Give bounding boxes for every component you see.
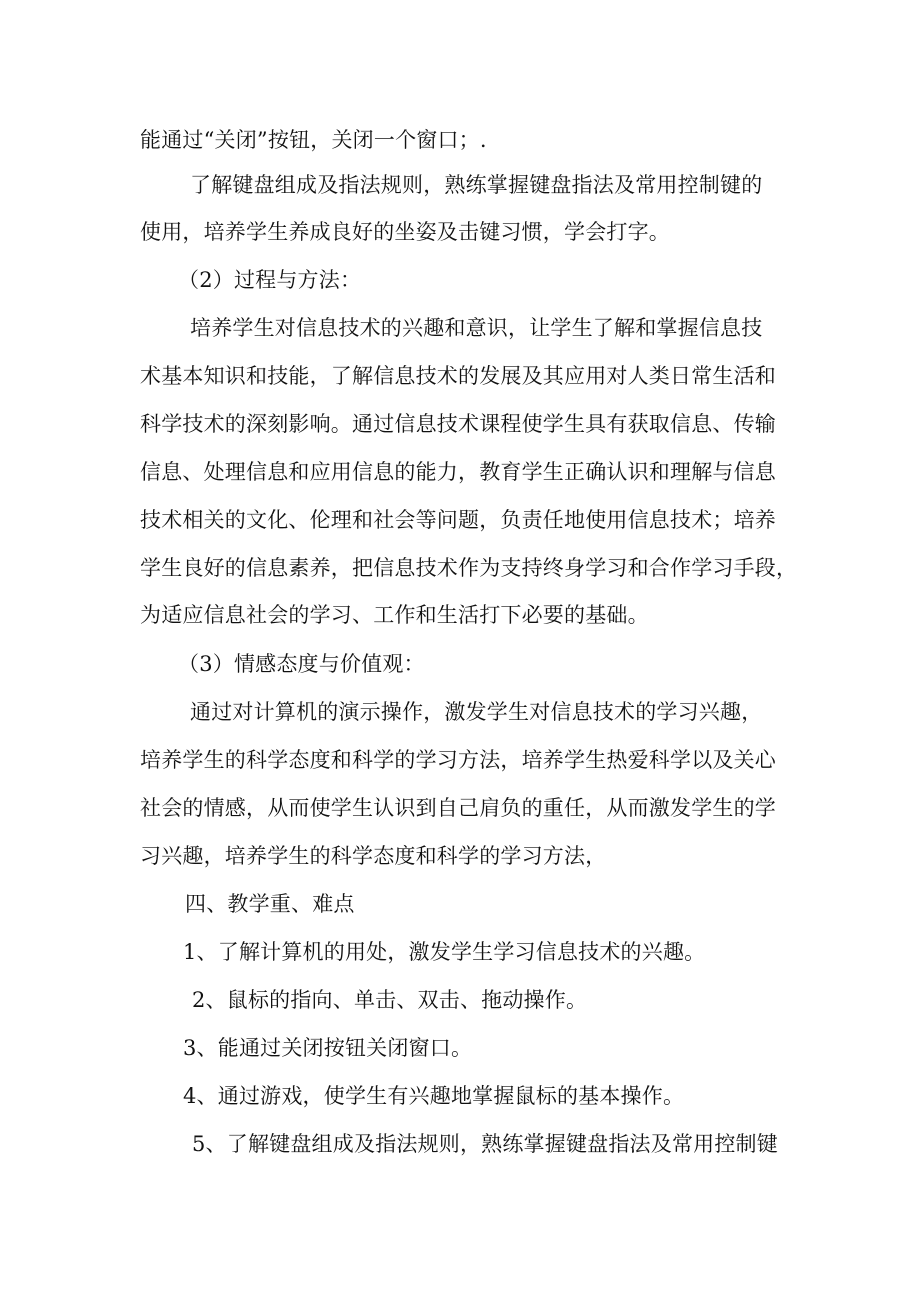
text-line-5: 培养学生对信息技术的兴趣和意识，让学生了解和掌握信息技 bbox=[190, 316, 763, 340]
text-line-3: 使用，培养学生养成良好的坐姿及击键习惯，学会打字。 bbox=[140, 220, 670, 244]
text-line-13: 通过对计算机的演示操作，激发学生对信息技术的学习兴趣， bbox=[190, 700, 763, 724]
list-item-2: 2、鼠标的指向、单击、双击、拖动操作。 bbox=[192, 988, 588, 1012]
text-line-14: 培养学生的科学态度和科学的学习方法，培养学生热爱科学以及关心 bbox=[140, 748, 776, 772]
text-line-11: 为适应信息社会的学习、工作和生活打下必要的基础。 bbox=[140, 603, 649, 627]
text-line-10: 学生良好的信息素养，把信息技术作为支持终身学习和合作学习手段， bbox=[140, 556, 798, 580]
list-item-5: 5、了解键盘组成及指法规则，熟练掌握键盘指法及常用控制键 bbox=[192, 1132, 778, 1156]
list-item-1: 1、了解计算机的用处，激发学生学习信息技术的兴趣。 bbox=[183, 940, 706, 964]
list-item-3: 3、能通过关闭按钮关闭窗口。 bbox=[183, 1036, 473, 1060]
list-item-4: 4、通过游戏，使学生有兴趣地掌握鼠标的基本操作。 bbox=[183, 1084, 685, 1108]
text-line-6: 术基本知识和技能，了解信息技术的发展及其应用对人类日常生活和 bbox=[140, 364, 776, 388]
text-line-1: 能通过“关闭”按钮，关闭一个窗口；. bbox=[140, 128, 487, 152]
text-line-8: 信息、处理信息和应用信息的能力，教育学生正确认识和理解与信息 bbox=[140, 460, 776, 484]
text-line-16: 习兴趣，培养学生的科学态度和科学的学习方法， bbox=[140, 844, 607, 868]
subsection-heading-process-method: （2）过程与方法： bbox=[178, 268, 362, 292]
text-line-9: 技术相关的文化、伦理和社会等问题，负责任地使用信息技术；培养 bbox=[140, 508, 776, 532]
section-heading-key-points: 四、教学重、难点 bbox=[185, 892, 355, 916]
subsection-heading-emotion-values: （3）情感态度与价值观： bbox=[178, 652, 425, 676]
text-line-7: 科学技术的深刻影响。通过信息技术课程使学生具有获取信息、传输 bbox=[140, 412, 776, 436]
text-line-15: 社会的情感，从而使学生认识到自己肩负的重任，从而激发学生的学 bbox=[140, 796, 776, 820]
text-line-2: 了解键盘组成及指法规则，熟练掌握键盘指法及常用控制键的 bbox=[190, 173, 763, 197]
